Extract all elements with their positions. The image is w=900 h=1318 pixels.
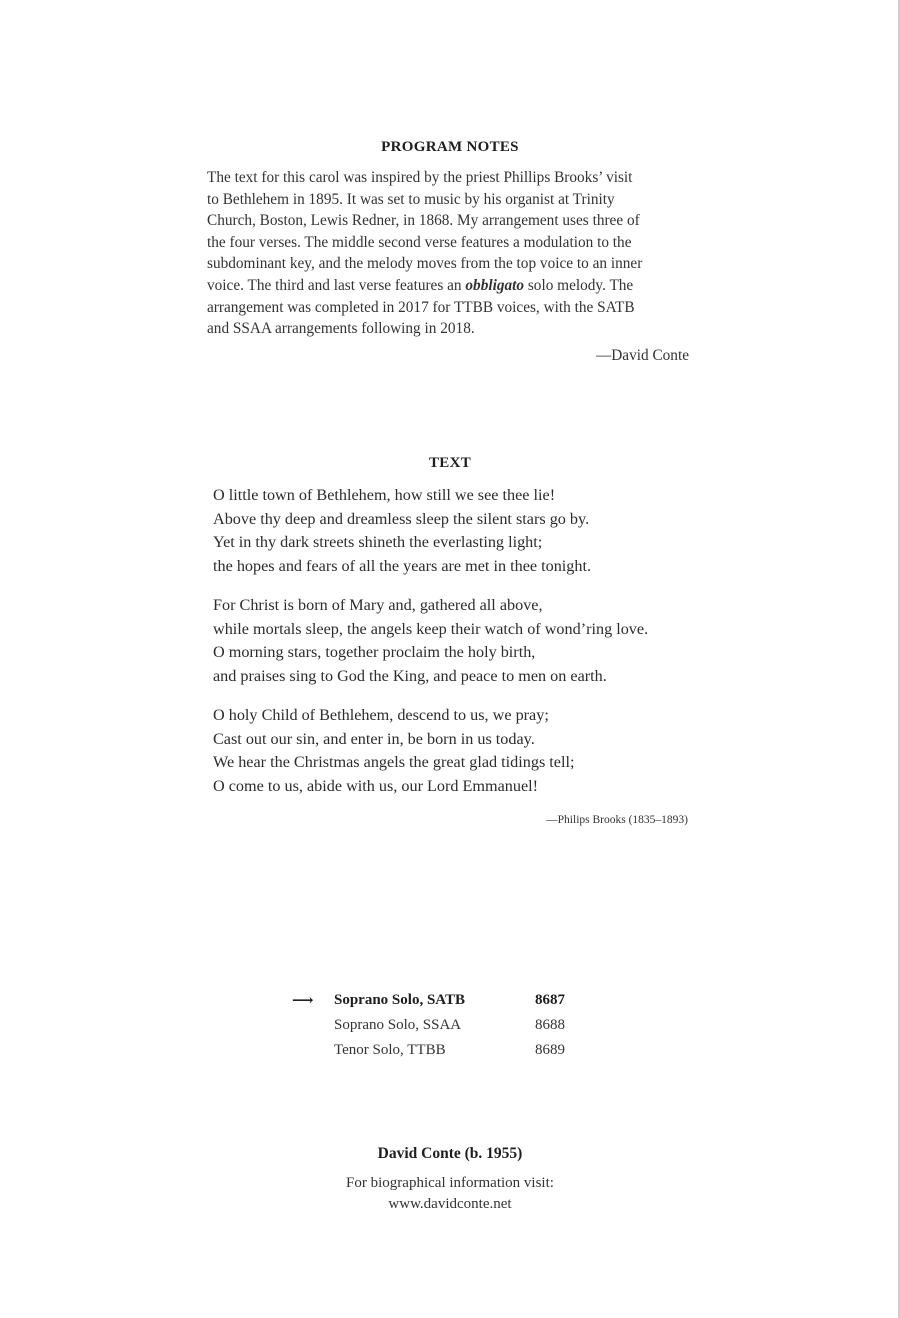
notes-line: subdominant key, and the melody moves from the top voice to an inner (207, 255, 643, 273)
notes-line: and SSAA arrangements following in 2018. (207, 320, 475, 338)
bio-label: For biographical information visit: (346, 1175, 554, 1191)
notes-line (207, 275, 697, 297)
edition-number: 8687 (535, 992, 565, 1008)
verse-line: Yet in thy dark streets shineth the everlasting light; (213, 533, 543, 552)
verse-line: For Christ is born of Mary and, gathered all above, (213, 596, 543, 614)
composer-name: David Conte (b. 1955) (377, 1145, 523, 1162)
program-notes-body (207, 167, 697, 340)
notes-line: The text for this carol was inspired by the priest Phillips Brooks’ visit (207, 169, 633, 186)
verse-line: the hopes and fears of all the years are met in thee tonight. (213, 556, 592, 575)
edition-name: Tenor Solo, TTBB (334, 1042, 446, 1058)
verse-line: Above thy deep and dreamless sleep the silent stars go by. (213, 509, 590, 528)
edition-name: Soprano Solo, SATB (334, 992, 466, 1008)
verse-line: and praises sing to God the King, and peace to men on earth. (213, 666, 607, 685)
program-notes-heading: PROGRAM NOTES (381, 139, 519, 155)
notes-line: arrangement was completed in 2017 for TTBB voices, with the SATB (207, 298, 635, 316)
verse-1 (213, 484, 733, 578)
text-heading: TEXT (428, 455, 472, 471)
verse-line: O holy Child of Bethlehem, descend to us, we pray; (213, 706, 549, 724)
notes-line: Church, Boston, Lewis Redner, in 1868. My arrangement uses three of (207, 212, 640, 230)
program-notes-attribution: —David Conte (595, 347, 689, 364)
verse-line: O little town of Bethlehem, how still we see thee lie! (213, 486, 556, 504)
obbligato-emphasis: obbligato (465, 276, 525, 294)
text-attribution: —Philips Brooks (1835–1893) (546, 814, 688, 826)
arrow-right-icon: ⟶ (292, 993, 314, 1009)
edition-row-satb (290, 990, 590, 1015)
edition-name: Soprano Solo, SSAA (334, 1017, 462, 1033)
notes-line: to Bethlehem in 1895. It was set to music by his organist at Trinity (207, 190, 615, 208)
verse-line: while mortals sleep, the angels keep their watch of wond’ring love. (213, 619, 649, 638)
verse-2 (213, 594, 733, 688)
edition-row-ssaa (290, 1015, 590, 1040)
notes-text: solo melody. The (524, 276, 634, 294)
verse-line: We hear the Christmas angels the great glad tidings tell; (213, 753, 575, 772)
edition-row-ttbb (290, 1040, 590, 1065)
edition-number: 8688 (535, 1017, 565, 1033)
verse-line: Cast out our sin, and enter in, be born in us today. (213, 729, 535, 748)
verse-3 (213, 704, 733, 798)
editions-list (290, 990, 590, 1065)
notes-line: the four verses. The middle second verse features a modulation to the (207, 233, 632, 251)
notes-text: voice. The third and last verse features an (207, 276, 466, 294)
edition-number: 8689 (535, 1042, 565, 1058)
verse-line: O come to us, abide with us, our Lord Emmanuel! (213, 776, 539, 795)
composer-website: www.davidconte.net (388, 1196, 512, 1212)
verse-line: O morning stars, together proclaim the holy birth, (213, 643, 536, 662)
